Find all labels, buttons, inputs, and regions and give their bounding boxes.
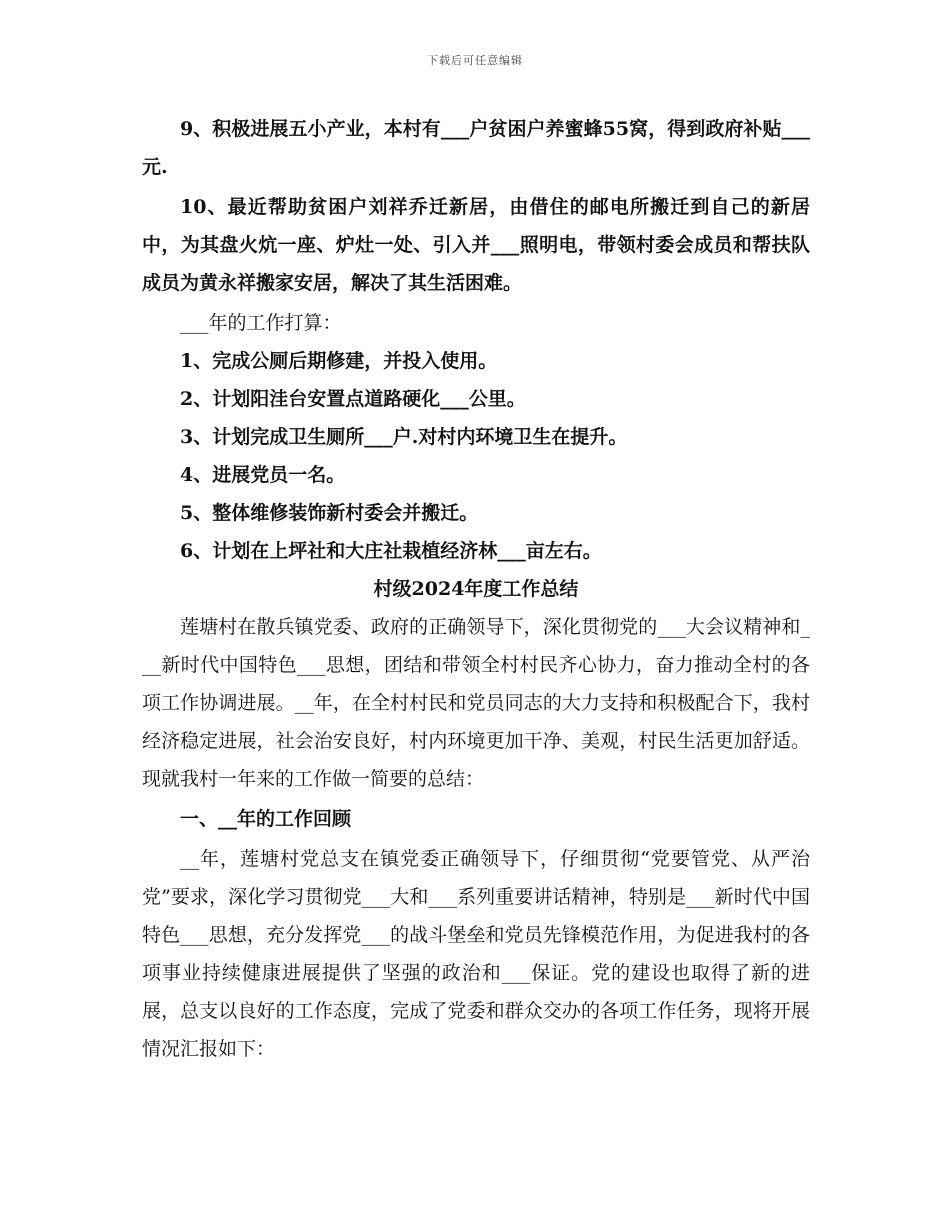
plan-item-6: 6、计划在上坪社和大庄社栽植经济林___亩左右。 (180, 540, 602, 562)
section-body-paragraph: __年，莲塘村党总支在镇党委正确领导下，仔细贯彻“党要管党、从严治党”要求，深化学习贯彻党___大和___系列重要讲话精神，特别是___新时代中国特色___思想，充分发挥党___的战斗堡垒和党员先锋模范作用，为促进我村的各项事业持续健康进展提供了坚强的政治和___保证。党的建设也取得了新的进展，总支以良好的工作态度，完成了党委和群众交办的各项工作任务，现将开展情况汇报如下： (142, 848, 810, 1060)
document-title: 村级2024年度工作总结 (373, 578, 579, 600)
plan-heading: ___年的工作打算： (180, 312, 342, 334)
paragraph-item-10: 10、最近帮助贫困户刘祥乔迁新居，由借住的邮电所搬迁到自己的新居中，为其盘火炕一座、炉灶一处、引入并___照明电，带领村委会成员和帮扶队成员为黄永祥搬家安居，解决了其生活困难。 (142, 196, 810, 294)
plan-item-4: 4、进展党员一名。 (180, 464, 346, 486)
plan-item-5: 5、整体维修装饰新村委会并搬迁。 (180, 502, 479, 524)
paragraph-item-9: 9、积极进展五小产业，本村有___户贫困户养蜜蜂55窝，得到政府补贴___元. (142, 118, 810, 178)
plan-item-2: 2、计划阳洼台安置点道路硬化___公里。 (180, 388, 526, 410)
page-header-note: 下载后可任意编辑 (427, 54, 523, 67)
intro-paragraph: 莲塘村在散兵镇党委、政府的正确领导下，深化贯彻党的___大会议精神和___新时代中国特色___思想，团结和带领全村村民齐心协力，奋力推动全村的各项工作协调进展。__年，在全村村民和党员同志的大力支持和积极配合下，我村经济稳定进展，社会治安良好，村内环境更加干净、美观，村民生活更加舒适。现就我村一年来的工作做一简要的总结： (142, 616, 810, 790)
document-body (142, 110, 810, 1068)
section-heading: 一、__年的工作回顾 (180, 808, 352, 830)
plan-item-3: 3、计划完成卫生厕所___户.对村内环境卫生在提升。 (180, 426, 628, 448)
plan-item-1: 1、完成公厕后期修建，并投入使用。 (180, 350, 498, 372)
